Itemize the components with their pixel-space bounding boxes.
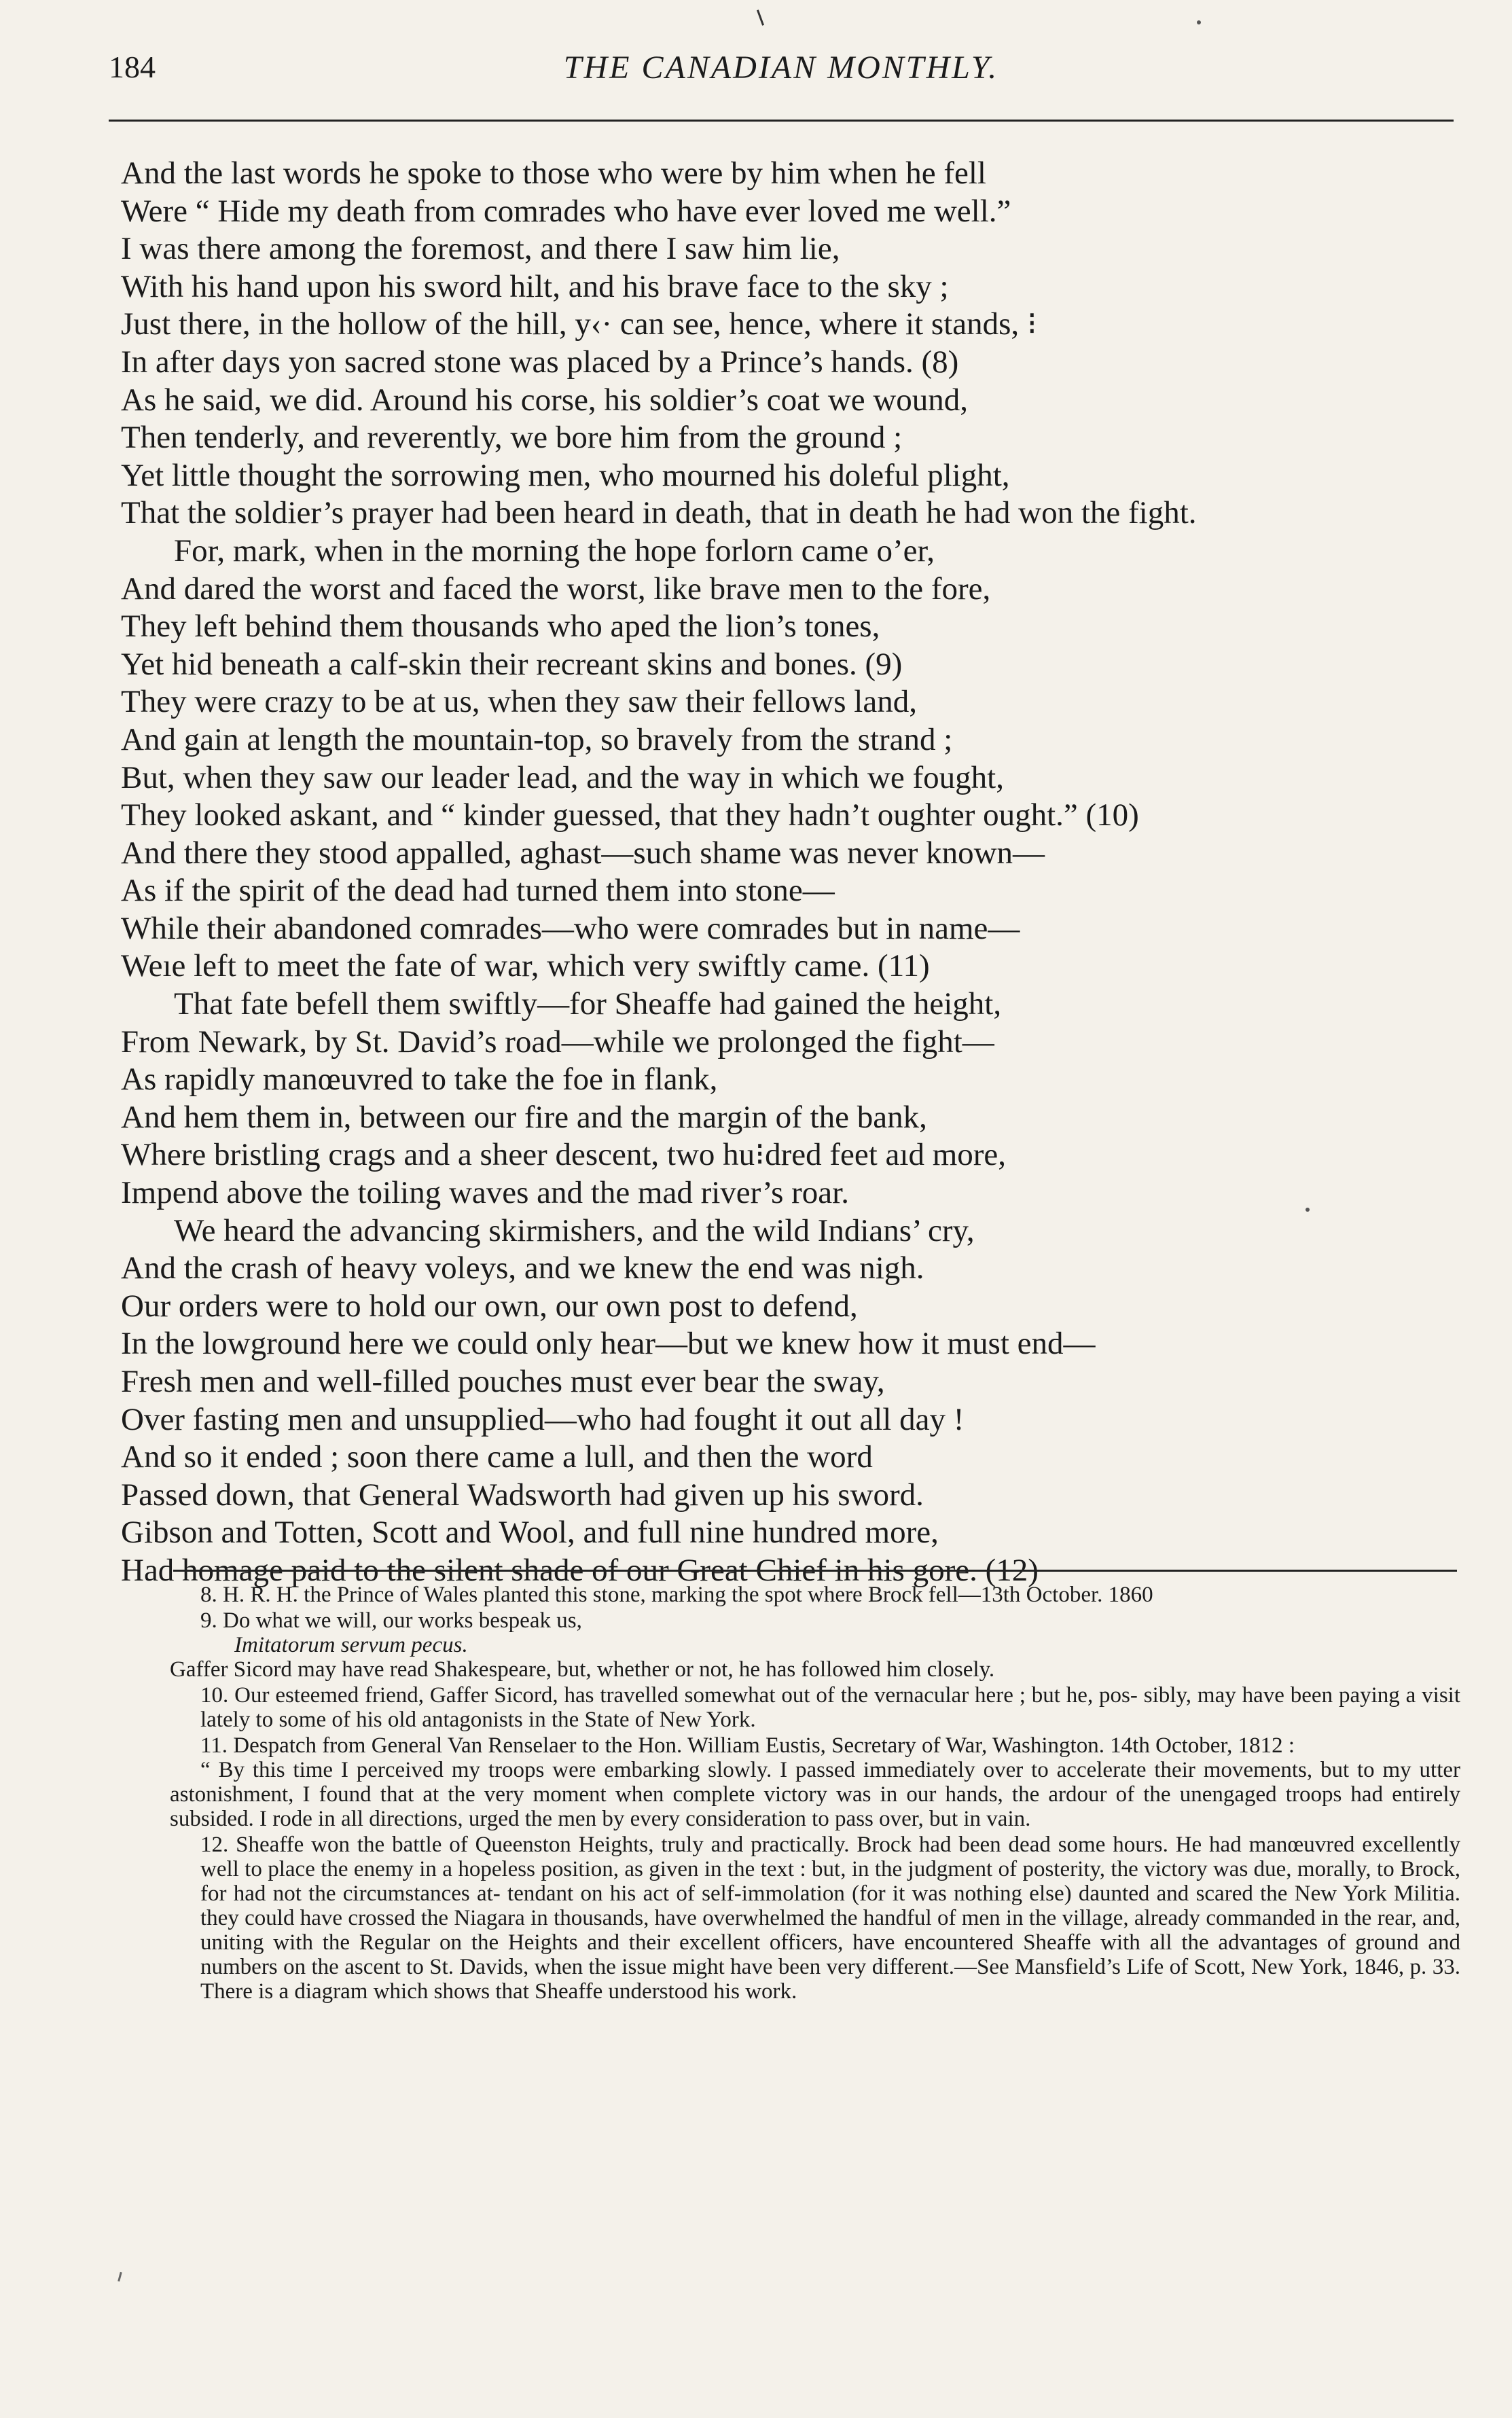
footnote-9-line: 9. Do what we will, our works bespeak us,: [200, 1608, 582, 1633]
poem-line: And there they stood appalled, aghast—such shame was never known—: [121, 835, 1045, 871]
poem-line: Just there, in the hollow of the hill, y‹· can see, hence, where it stands, ⁝: [121, 306, 1037, 342]
poem-line: They left behind them thousands who aped the lion’s tones,: [121, 609, 880, 645]
poem-line: We heard the advancing skirmishers, and the wild Indians’ cry,: [174, 1212, 975, 1248]
poem-line: While their abandoned comrades—who were comrades but in name—: [121, 910, 1020, 946]
poem-line: Were “ Hide my death from comrades who have ever loved me well.”: [121, 193, 1011, 229]
footnote-10-text: 10. Our esteemed friend, Gaffer Sicord, has travelled somewhat out of the vernacular here ; but he, pos- sibly, may have been paying a visit lately to some of his old antagonists in the State of New York.: [200, 1683, 1460, 1732]
footnote-8: [170, 1583, 1460, 1607]
footnote-10: [170, 1683, 1460, 1732]
footnote-11: [170, 1733, 1460, 1831]
poem-line: Then tenderly, and reverently, we bore him from the ground ;: [121, 420, 903, 456]
page-header: [109, 42, 1454, 90]
running-title: THE CANADIAN MONTHLY.: [563, 50, 999, 86]
poem-line: Fresh men and well-filled pouches must ever bear the sway,: [121, 1364, 885, 1399]
poem-line: Yet hid beneath a calf-skin their recreant skins and bones. (9): [121, 646, 903, 682]
poem-line: Where bristling crags and a sheer descent, two hu⁝dred feet aıd more,: [121, 1137, 1007, 1173]
poem-line: But, when they saw our leader lead, and the way in which we fought,: [121, 759, 1004, 795]
poem-line: For, mark, when in the morning the hope forlorn came o’er,: [174, 533, 935, 569]
poem-body: [121, 155, 1473, 1590]
ink-speck: [1306, 1208, 1310, 1212]
poem-line: Passed down, that General Wadsworth had given up his sword.: [121, 1477, 924, 1513]
ink-speck: [1197, 20, 1201, 24]
poem-line: Gibson and Totten, Scott and Wool, and full nine hundred more,: [121, 1515, 939, 1551]
footnote-9-comment: Gaffer Sicord may have read Shakespeare, but, whether or not, he has followed him closely.: [170, 1657, 995, 1682]
poem-line: They looked askant, and “ kinder guessed, that they hadn’t oughter ought.” (10): [121, 797, 1139, 833]
footnote-9-quote: Imitatorum servum pecus.: [234, 1633, 468, 1657]
page-number: 184: [109, 50, 156, 84]
ink-mark: [757, 10, 764, 26]
poem-line: I was there among the foremost, and there I saw him lie,: [121, 231, 840, 267]
footnote-12-text: 12. Sheaffe won the battle of Queenston Heights, truly and practically. Brock had been dead some hours. He had manœuvred excellently well to place the enemy in a hopeless position, as given in the text : but, in the judgment of posterity, the victory was due, morally, to Brock, for had not the circumstances at- tendant on his act of self-immolation (for it was nothing else) daunted and scared the New York Militia. they could have crossed the Niagara in thousands, have overwhelmed the handful of men in the village, already commanded in the rear, and, uniting with the Regular on the Heights and their excellent officers, have encountered Sheaffe with all the advantages of ground and numbers on the ascent to St. Davids, when the issue might have been very different.—See Mansfield’s Life of Scott, New York, 1846, p. 33. There is a diagram which shows that Sheaffe understood his work.: [200, 1833, 1460, 2004]
poem-line: And so it ended ; soon there came a lull, and then the word: [121, 1439, 873, 1475]
poem-line: Weıe left to meet the fate of war, which very swiftly came. (11): [121, 948, 930, 984]
poem-line: Had homage paid to the silent shade of our Great Chief in his gore. (12): [121, 1552, 1039, 1588]
poem-line: Our orders were to hold our own, our own post to defend,: [121, 1288, 858, 1324]
poem-line: They were crazy to be at us, when they saw their fellows land,: [121, 684, 917, 720]
footnote-11-text: 11. Despatch from General Van Renselaer to the Hon. William Eustis, Secretary of War, Washington. 14th October, 1812 :: [200, 1733, 1295, 1758]
poem-line: And the crash of heavy vo‌leys, and we knew the end was nigh.: [121, 1250, 924, 1286]
poem-line: And gain at length the mountain-top, so bravely from the strand ;: [121, 721, 953, 757]
poem-line: That fate befell them swiftly—for Sheaffe had gained the height,: [174, 986, 1002, 1022]
footnote-9: [170, 1608, 1460, 1682]
ink-mark: [118, 2272, 122, 2281]
header-rule: [109, 120, 1454, 122]
poem-line: Yet little thought the sorrowing men, who mourned his doleful plight,: [121, 457, 1010, 493]
poem-line: Over fasting men and unsupplied—who had fought it out all day !: [121, 1401, 965, 1437]
poem-line: Impend above the toiling waves and the mad river’s roar.: [121, 1175, 849, 1211]
poem-line: That the soldier’s prayer had been heard in death, that in death he had won the fight.: [121, 495, 1197, 531]
footnotes-rule: [173, 1570, 1457, 1572]
poem-line: In the lowground here we could only hear—but we knew how it must end—: [121, 1326, 1096, 1362]
poem-line: With his hand upon his sword hilt, and his brave face to the sky ;: [121, 268, 949, 304]
poem-line: And the last words he spoke to those who were by him when he fell: [121, 156, 986, 191]
poem-line: In after days yon sacred stone was placed by a Prince’s hands. (8): [121, 344, 959, 380]
poem-line: And dared the worst and faced the worst, like brave men to the fore,: [121, 571, 991, 607]
footnote-12: [170, 1833, 1460, 2004]
poem-line: As he said, we did. Around his corse, his soldier’s coat we wound,: [121, 382, 969, 418]
poem-line: From Newark, by St. David’s road—while we prolonged the fight—: [121, 1024, 994, 1060]
poem-line: As if the spirit of the dead had turned them into stone—: [121, 873, 835, 909]
poem-line: And hem them in, between our fire and the margin of the bank,: [121, 1099, 927, 1135]
footnotes: [170, 1583, 1460, 2005]
footnote-11-quote: “ By this time I perceived my troops were embarking slowly. I passed immediately over to accelerate their movements, but to my utter astonishment, I found that at the very moment when complete victory was in our hands, the ardour of the unengaged troops had entirely subsided. I rode in all directions, urged the men by every consideration to pass over, but in vain.: [170, 1758, 1460, 1831]
poem-line: As rapidly manœuvred to take the foe in flank,: [121, 1062, 718, 1098]
footnote-8-text: 8. H. R. H. the Prince of Wales planted this stone, marking the spot where Brock fell—13th October. 1860: [200, 1583, 1153, 1607]
